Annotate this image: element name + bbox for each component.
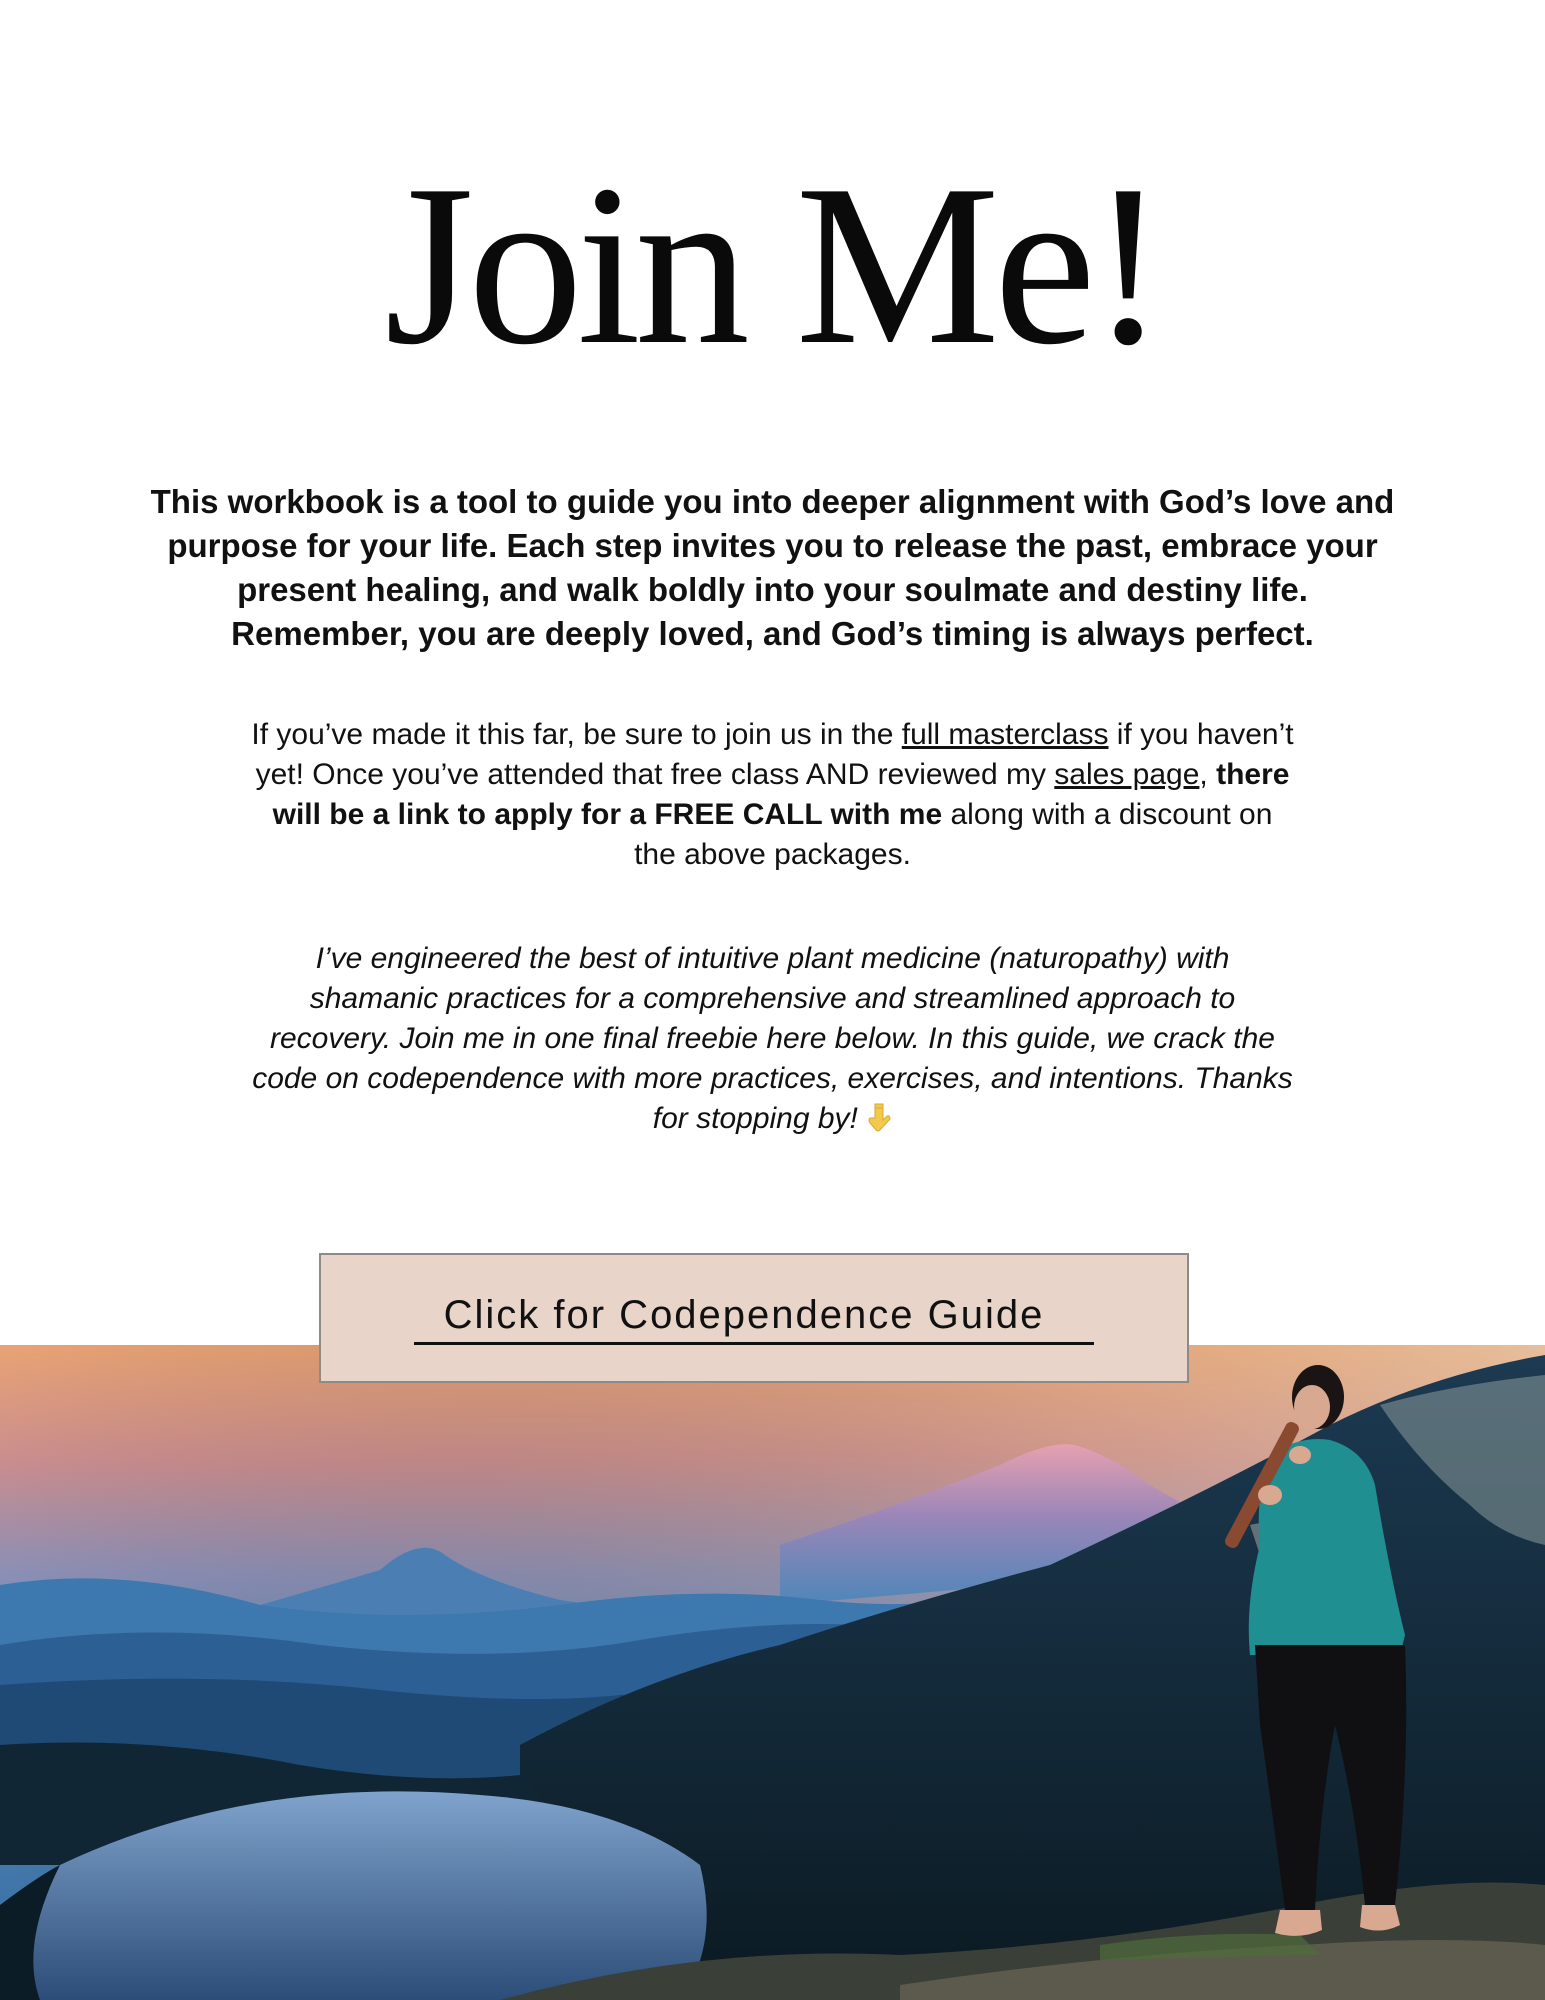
codependence-guide-label: Click for Codependence Guide: [414, 1292, 1095, 1345]
masterclass-text-b: if you haven’t yet! Once you’ve attended that free class AND reviewed my: [255, 718, 1294, 791]
pointing-down-hand-icon: [866, 1102, 892, 1132]
sales-page-link[interactable]: sales page: [1054, 758, 1200, 791]
free-call-text: there will be a link to apply for a FREE CALL with me: [272, 758, 1290, 831]
masterclass-text-c: ,: [1199, 758, 1217, 791]
intro-paragraph: This workbook is a tool to guide you into deeper alignment with God’s love and purpose for your life. Each step invites you to release the past, embrace your present healing, and walk boldly into your soulmate and destiny life. Remember, you are deeply loved, and God’s timing is always perfect.: [150, 483, 1395, 652]
masterclass-text-d: along with a discount on the above packages.: [634, 798, 1273, 871]
full-masterclass-link[interactable]: full masterclass: [901, 718, 1109, 751]
codependence-guide-button[interactable]: [319, 1253, 1189, 1383]
page-title: Join Me!: [384, 137, 1161, 392]
mountain-lake-flute-photo: [0, 1345, 1545, 2000]
freebie-paragraph: [250, 939, 1295, 1139]
masterclass-text-a: If you’ve made it this far, be sure to join us in the: [251, 718, 902, 751]
landscape-illustration: [0, 1345, 1545, 2000]
masterclass-paragraph: [250, 715, 1295, 875]
freebie-text: I’ve engineered the best of intuitive plant medicine (naturopathy) with shamanic practices for a comprehensive and streamlined approach to recovery. Join me in one final freebie here below. In this guide, we crack the code on codependence with more practices, exercises, and intentions. Thanks for stopping by!: [252, 942, 1293, 1135]
